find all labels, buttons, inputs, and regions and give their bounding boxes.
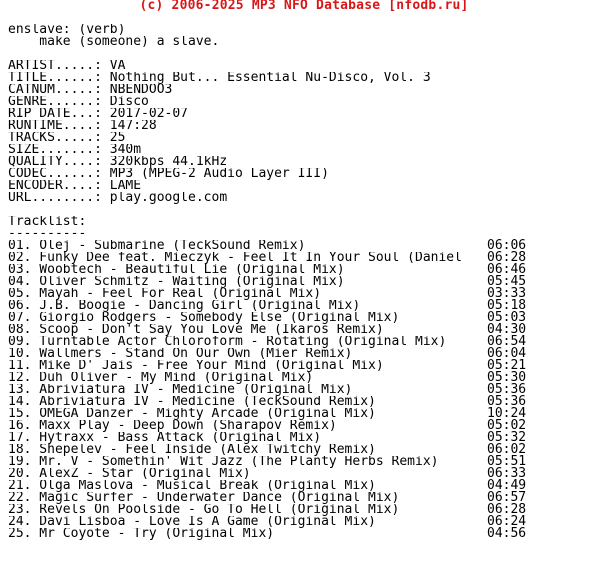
info-tracks: TRACKS.....: 25 xyxy=(8,132,126,144)
info-size: SIZE.......: 340m xyxy=(8,144,142,156)
track-title: 20. AlexZ - Star (Original Mix) xyxy=(8,468,251,480)
info-catnum: CATNUM.....: NBENDOO3 xyxy=(8,84,173,96)
track-duration: 06:24 xyxy=(487,514,527,529)
info-encoder: ENCODER....: LAME xyxy=(8,180,142,192)
info-runtime: RUNTIME....: 147:28 xyxy=(8,120,157,132)
track-title: 07. Giorgio Rodgers - Somebody Else (Original Mix) xyxy=(8,312,400,324)
track-title: 23. Revels On Poolside - Go To Hell (Original Mix) xyxy=(8,504,400,516)
track-title: 14. Abriviatura IV - Medicine (TeckSound Remix) xyxy=(8,396,376,408)
track-duration: 05:21 xyxy=(487,358,527,373)
track-duration: 05:03 xyxy=(487,310,527,325)
track-title: 12. Duh Oliver - My Mind (Original Mix) xyxy=(8,372,314,384)
track-title: 18. Shepelev - Feel Inside (Alex Twitchy Remix) xyxy=(8,444,376,456)
track-duration: 06:57 xyxy=(487,490,527,505)
track-title: 17. Hytraxx - Bass Attack (Original Mix) xyxy=(8,432,322,444)
track-duration: 06:04 xyxy=(487,346,527,361)
track-duration: 06:06 xyxy=(487,238,527,253)
track-duration: 05:32 xyxy=(487,430,527,445)
track-title: 21. Olga Maslova - Musical Break (Original Mix) xyxy=(8,480,376,492)
track-title: 08. Scoop - Don't Say You Love Me (Ikaros Remix) xyxy=(8,324,384,336)
track-duration: 05:36 xyxy=(487,382,527,397)
track-duration: 05:51 xyxy=(487,454,527,469)
track-duration: 04:49 xyxy=(487,478,527,493)
track-title: 19. Mr. V - Somethin' Wit Jazz (The Planty Herbs Remix) xyxy=(8,456,439,468)
track-title: 05. Mayah - Feel For Real (Original Mix) xyxy=(8,288,322,300)
track-duration: 06:02 xyxy=(487,442,527,457)
info-artist: ARTIST.....: VA xyxy=(8,60,126,72)
track-duration: 05:45 xyxy=(487,274,527,289)
track-duration: 06:28 xyxy=(487,502,527,517)
track-duration: 05:36 xyxy=(487,394,527,409)
track-row xyxy=(8,528,600,540)
info-genre: GENRE......: Disco xyxy=(8,96,149,108)
info-quality: QUALITY....: 320kbps 44.1kHz xyxy=(8,156,228,168)
track-duration: 10:24 xyxy=(487,406,527,421)
track-title: 13. Abriviatura IV - Medicine (Original Mix) xyxy=(8,384,353,396)
track-duration: 03:33 xyxy=(487,286,527,301)
track-title: 22. Magic Surfer - Underwater Dance (Original Mix) xyxy=(8,492,400,504)
info-rip-date: RIP DATE...: 2017-02-07 xyxy=(8,108,189,120)
track-title: 11. Mike D' Jais - Free Your Mind (Original Mix) xyxy=(8,360,384,372)
tracklist-header: Tracklist: xyxy=(8,216,87,228)
track-duration: 04:56 xyxy=(487,526,527,541)
info-codec: CODEC......: MP3 (MPEG-2 Audio Layer III) xyxy=(8,168,329,180)
track-title: 09. Turntable Actor Chloroform - Rotating (Original Mix) xyxy=(8,336,447,348)
tracklist-rule: ---------- xyxy=(8,228,87,240)
track-duration: 06:33 xyxy=(487,466,527,481)
blank-line xyxy=(8,48,600,60)
track-duration: 05:18 xyxy=(487,298,527,313)
tracklist xyxy=(8,240,600,540)
track-duration: 04:30 xyxy=(487,322,527,337)
track-duration: 05:02 xyxy=(487,418,527,433)
release-info xyxy=(8,60,600,204)
track-duration: 06:46 xyxy=(487,262,527,277)
track-title: 01. Olej - Submarine (TeckSound Remix) xyxy=(8,240,306,252)
copyright-banner: (c) 2006-2025 MP3 NFO Database [nfodb.ru] xyxy=(139,0,469,13)
track-duration: 06:28 xyxy=(487,250,527,265)
track-title: 25. Mr Coyote - Try (Original Mix) xyxy=(8,528,275,540)
info-url: URL........: play.google.com xyxy=(8,192,228,204)
track-title: 02. Funky Dee feat. Mieczyk - Feel It In Your Soul (Daniel xyxy=(8,252,462,264)
track-title: 04. Oliver Schmitz - Waiting (Original Mix) xyxy=(8,276,345,288)
blank-line xyxy=(8,204,600,216)
info-title: TITLE......: Nothing But... Essential Nu-Disco, Vol. 3 xyxy=(8,72,431,84)
definition-line: enslave: (verb) xyxy=(8,24,126,36)
track-title: 16. Maxx Play - Deep Down (Sharapov Remix) xyxy=(8,420,337,432)
track-duration: 06:54 xyxy=(487,334,527,349)
nfo-content xyxy=(8,24,600,540)
track-duration: 05:30 xyxy=(487,370,527,385)
track-title: 24. Davi Lisboa - Love Is A Game (Original Mix) xyxy=(8,516,376,528)
track-title: 06. J.B. Boogie - Dancing Girl (Original Mix) xyxy=(8,300,361,312)
track-title: 15. OMEGA Danzer - Mighty Arcade (Original Mix) xyxy=(8,408,376,420)
track-title: 10. Wallmers - Stand On Our Own (Mier Remix) xyxy=(8,348,353,360)
definition-line: make (someone) a slave. xyxy=(8,36,220,48)
track-title: 03. Woobtech - Beautiful Lie (Original Mix) xyxy=(8,264,345,276)
